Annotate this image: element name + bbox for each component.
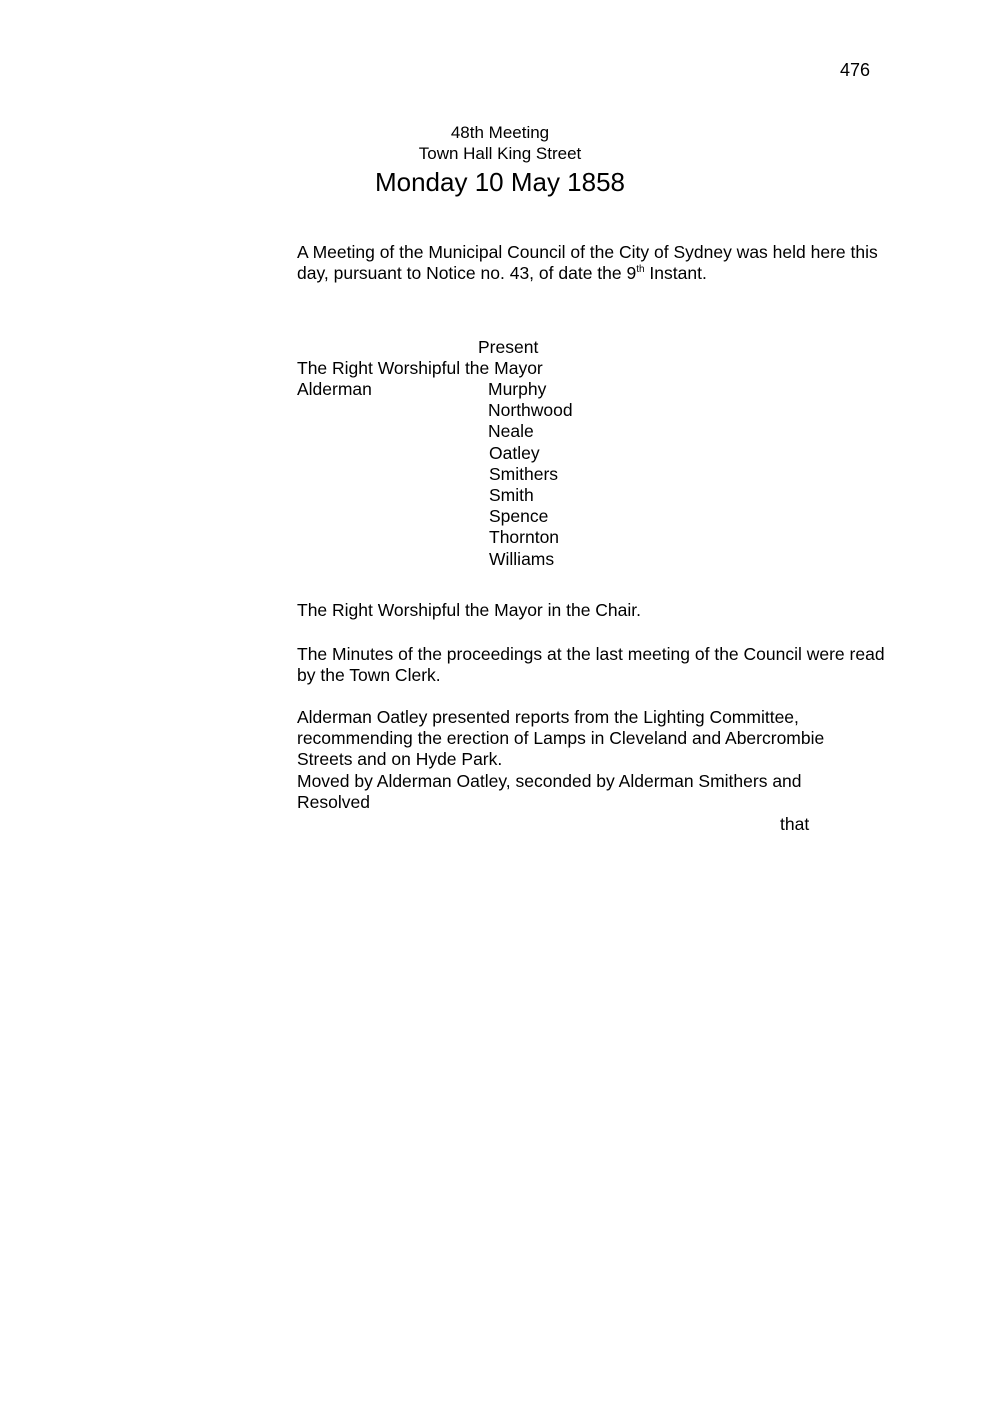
report-statement: Alderman Oatley presented reports from the Lighting Committee, recommending the erection of Lamps in Cleveland and Abercrombie Streets and on Hyde Park.: [297, 707, 825, 769]
alderman-name: Williams: [489, 548, 555, 569]
motion-statement: Moved by Alderman Oatley, seconded by Alderman Smithers and Resolved: [297, 771, 802, 812]
alderman-name: Neale: [488, 421, 534, 442]
alderman-name: Murphy: [488, 379, 547, 399]
alderman-name: Oatley: [489, 442, 540, 463]
alderman-list: [488, 379, 573, 570]
meeting-venue: Town Hall King Street: [418, 144, 582, 163]
meeting-date: Monday 10 May 1858: [374, 167, 626, 197]
mayor-line: The Right Worshipful the Mayor: [297, 358, 543, 378]
alderman-name: Spence: [489, 506, 549, 527]
alderman-name: Smith: [489, 485, 534, 506]
alderman-label: Alderman: [297, 379, 372, 399]
catchword: that: [780, 814, 810, 834]
meeting-heading: [300, 122, 700, 199]
alderman-name: Northwood: [488, 400, 573, 421]
intro-paragraph: [297, 242, 897, 284]
intro-text-end: Instant.: [644, 263, 707, 283]
page-number: 476: [840, 60, 871, 80]
intro-text: A Meeting of the Municipal Council of the City of Sydney was held here this day, pursuant to Notice no. 43, of date the 9: [297, 242, 878, 283]
alderman-name: Smithers: [489, 463, 559, 484]
alderman-name: Thornton: [489, 527, 560, 548]
present-label: Present: [478, 337, 539, 357]
intro-ordinal-suffix: th: [636, 264, 645, 276]
minutes-statement: The Minutes of the proceedings at the last meeting of the Council were read by the Town Clerk.: [297, 644, 885, 685]
meeting-number: 48th Meeting: [450, 123, 550, 142]
chair-statement: The Right Worshipful the Mayor in the Chair.: [297, 600, 642, 620]
